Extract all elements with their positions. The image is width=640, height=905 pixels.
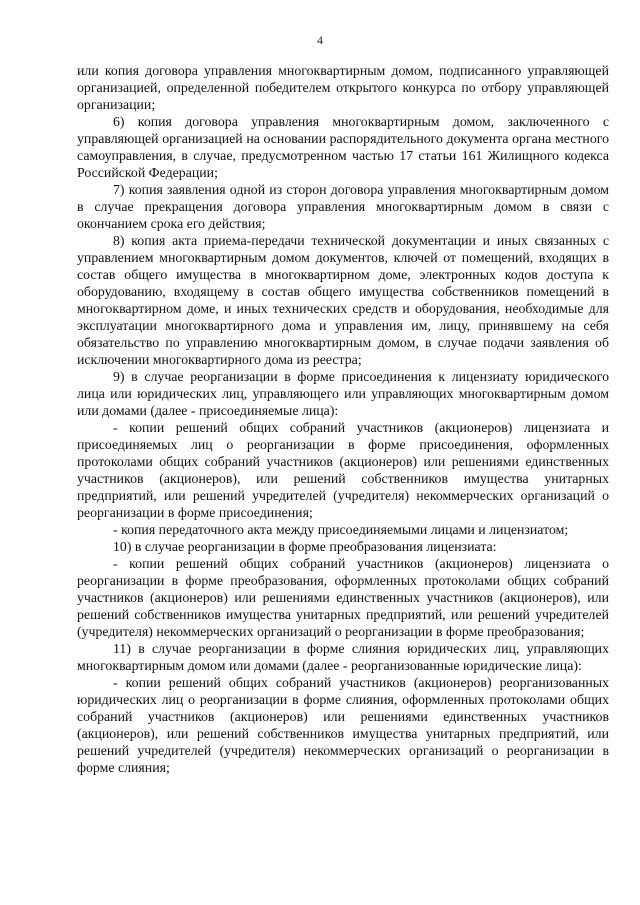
paragraph-item-11: 11) в случае реорганизации в форме слияния юридических лиц, управляющих многоквартирным домом или домами (далее - реорганизованные юридические лица): (77, 641, 609, 673)
paragraph-item-11-sub-1: - копии решений общих собраний участников (акционеров) реорганизованных юридических лиц о реорганизации в форме слияния, оформленных протоколами общих собраний участников (акционеров) или решениями единственных участников (акционеров), или решений собственников имущества унитарных предприятий, или решений учредителей (учредителя) некоммерческих организаций о реорганизации в форме слияния; (77, 675, 609, 775)
paragraph-item-9: 9) в случае реорганизации в форме присоединения к лицензиату юридического лица или юридических лиц, управляющего или управляющих многоквартирным домом или домами (далее - присоединяемые лица): (77, 369, 609, 418)
paragraph-item-9-sub-2: - копия передаточного акта между присоединяемыми лицами и лицензиатом; (113, 522, 569, 537)
paragraph-item-10-sub-1: - копии решений общих собраний участников (акционеров) лицензиата о реорганизации в форме преобразования, оформленных протоколами общих собраний участников (акционеров) или решениями единственных участников (акционеров), или решений собственников имущества унитарных предприятий, или решений учредителей (учредителя) некоммерческих организаций о реорганизации в форме преобразования; (77, 556, 609, 639)
paragraph-continuation: или копия договора управления многоквартирным домом, подписанного управляющей организацией, определенной победителем открытого конкурса по отбору управляющей организации; (77, 63, 609, 112)
paragraph-item-10: 10) в случае реорганизации в форме преобразования лицензиата: (113, 539, 497, 554)
paragraph-item-7: 7) копия заявления одной из сторон договора управления многоквартирным домом в случае прекращения договора управления многоквартирным домом в связи с окончанием срока его действия; (77, 182, 609, 231)
paragraph-item-6: 6) копия договора управления многоквартирным домом, заключенного с управляющей организацией на основании распорядительного документа органа местного самоуправления, в случае, предусмотренном частью 17 статьи 161 Жилищного кодекса Российской Федерации; (77, 114, 609, 180)
paragraph-item-9-sub-1: - копии решений общих собраний участников (акционеров) лицензиата и присоединяемых лиц о реорганизации в форме присоединения, оформленных протоколами общих собраний участников (акционеров) или решениями единственных участников (акционеров), или решений собственников имущества унитарных предприятий, или решений учредителей (учредителя) некоммерческих организаций о реорганизации в форме присоединения; (77, 420, 609, 520)
page-number: 4 (317, 33, 323, 47)
paragraph-item-8: 8) копия акта приема-передачи технической документации и иных связанных с управлением многоквартирным домом документов, ключей от помещений, входящих в состав общего имущества в многоквартирном доме, электронных кодов доступа к оборудованию, входящему в состав общего имущества собственников помещений в многоквартирном доме, и иных технических средств и оборудования, необходимые для эксплуатации многоквартирного дома и управления им, лицу, принявшему на себя обязательство по управлению многоквартирным домом, в случае подачи заявления об исключении многоквартирного дома из реестра; (77, 233, 609, 367)
document-body (77, 62, 609, 776)
